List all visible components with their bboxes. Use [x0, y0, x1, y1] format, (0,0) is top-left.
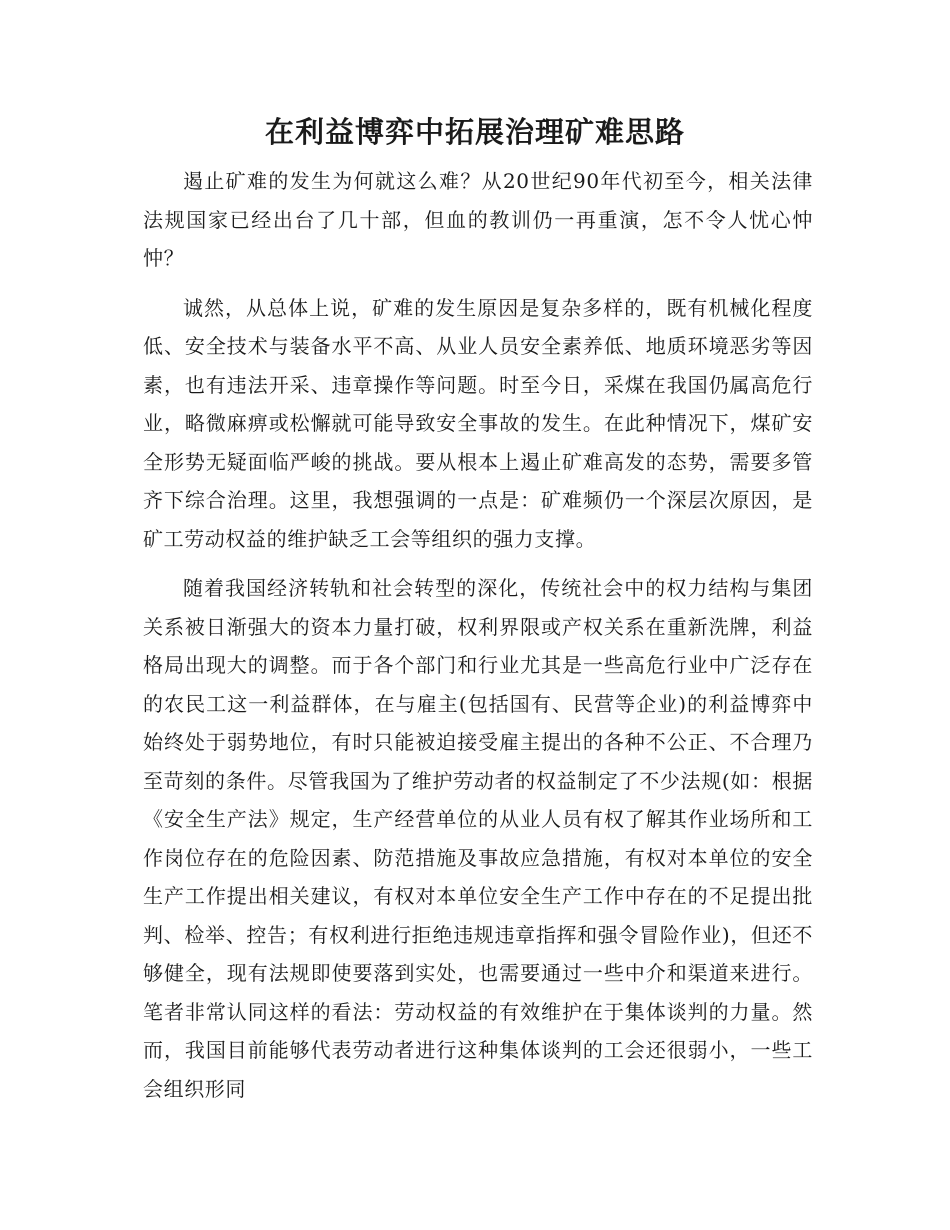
document-title: 在利益博弈中拓展治理矿难思路	[264, 115, 685, 149]
document-body	[143, 162, 813, 1119]
paragraph-2: 诚然，从总体上说，矿难的发生原因是复杂多样的，既有机械化程度低、安全技术与装备水平不高、从业人员安全素养低、地质环境恶劣等因素，也有违法开采、违章操作等问题。时至今日，采煤在我国仍属高危行业，略微麻痹或松懈就可能导致安全事故的发生。在此种情况下，煤矿安全形势无疑面临严峻的挑战。要从根本上遏止矿难高发的态势，需要多管齐下综合治理。这里，我想强调的一点是：矿难频仍一个深层次原因，是矿工劳动权益的维护缺乏工会等组织的强力支撑。	[143, 295, 813, 551]
paragraph-1: 遏止矿难的发生为何就这么难？从20世纪90年代初至今，相关法律法规国家已经出台了几十部，但血的教训仍一再重演，怎不令人忧心忡忡？	[143, 169, 813, 270]
paragraph-3: 随着我国经济转轨和社会转型的深化，传统社会中的权力结构与集团关系被日渐强大的资本力量打破，权利界限或产权关系在重新洗牌，利益格局出现大的调整。而于各个部门和行业尤其是一些高危行业中广泛存在的农民工这一利益群体，在与雇主(包括国有、民营等企业)的利益博弈中始终处于弱势地位，有时只能被迫接受雇主提出的各种不公正、不合理乃至苛刻的条件。尽管我国为了维护劳动者的权益制定了不少法规(如：根据《安全生产法》规定，生产经营单位的从业人员有权了解其作业场所和工作岗位存在的危险因素、防范措施及事故应急措施，有权对本单位的安全生产工作提出相关建议，有权对本单位安全生产工作中存在的不足提出批判、检举、控告；有权利进行拒绝违规违章指挥和强令冒险作业)，但还不够健全，现有法规即使要落到实处，也需要通过一些中介和渠道来进行。笔者非常认同这样的看法：劳动权益的有效维护在于集体谈判的力量。然而，我国目前能够代表劳动者进行这种集体谈判的工会还很弱小，一些工会组织形同	[143, 576, 813, 1101]
